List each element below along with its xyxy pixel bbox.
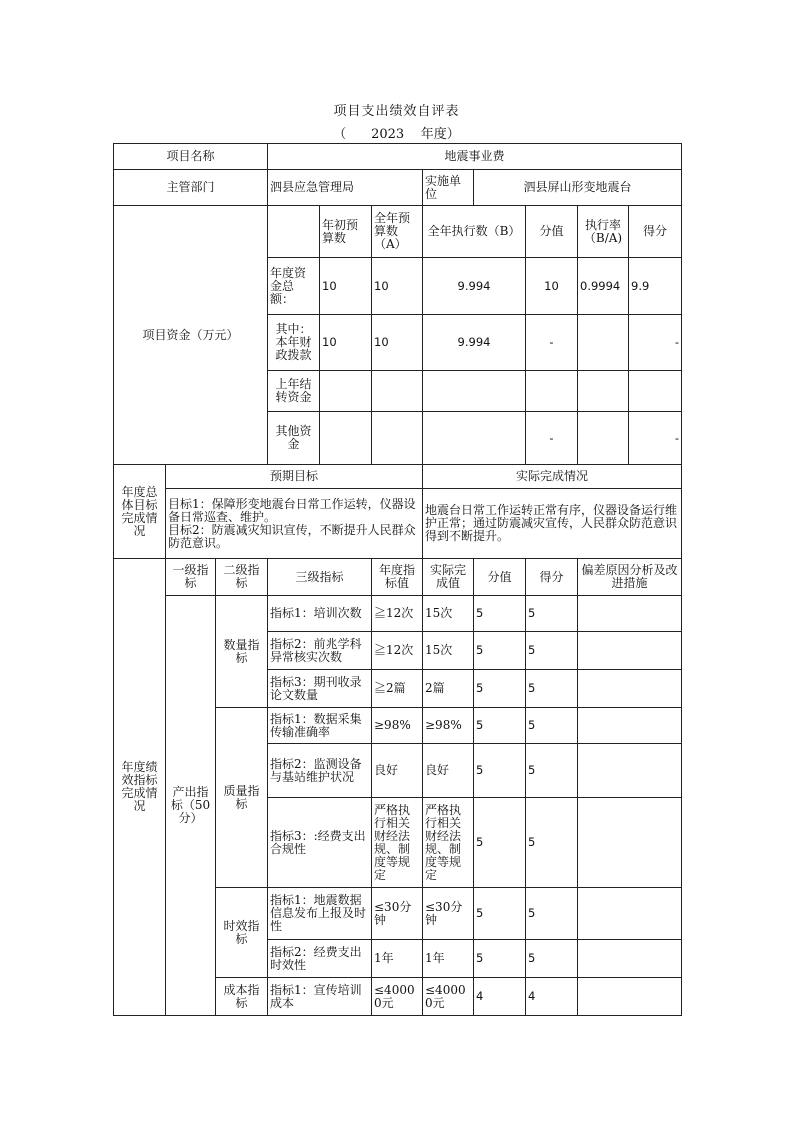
impl-label: 实施单位: [423, 170, 474, 206]
funds-row-rate: [578, 412, 629, 465]
project-row: [114, 144, 682, 170]
indicator-note: [578, 798, 682, 888]
funds-row-initial: [320, 371, 372, 412]
indicators-header-row: [114, 559, 682, 596]
indicators-header-target: 年度指标值: [372, 559, 423, 596]
indicator-name: 指标1：培训次数: [268, 596, 372, 632]
year-line: [0, 123, 793, 142]
funds-row-executed: [423, 371, 526, 412]
indicator-actual: ≤30分钟: [423, 888, 474, 940]
goals-expected: [166, 489, 423, 559]
funds-row-initial: 10: [320, 258, 372, 315]
funds-header-executed: 全年执行数（B）: [423, 206, 526, 258]
funds-row-score: -: [629, 412, 682, 465]
indicator-value: 5: [474, 708, 526, 744]
indicator-note: [578, 940, 682, 978]
indicator-actual: 15次: [423, 596, 474, 632]
indicators-level2: 质量指标: [216, 708, 268, 888]
indicators-header-actual: 实际完成值: [423, 559, 474, 596]
indicator-target: ≧12次: [372, 632, 423, 670]
funds-header-blank: [268, 206, 320, 258]
funds-header-score-value: 分值: [526, 206, 578, 258]
indicator-name: 指标1：地震数据信息发布上报及时性: [268, 888, 372, 940]
indicator-actual: ≥98%: [423, 708, 474, 744]
indicator-note: [578, 744, 682, 798]
indicator-row: [114, 596, 682, 632]
indicators-header-level3: 三级指标: [268, 559, 372, 596]
indicator-name: 指标2：经费支出时效性: [268, 940, 372, 978]
indicator-note: [578, 708, 682, 744]
indicator-value: 5: [474, 596, 526, 632]
funds-label: 项目资金（万元）: [114, 206, 268, 465]
year-value: 2023: [371, 127, 405, 142]
indicator-name: 指标1：数据采集传输准确率: [268, 708, 372, 744]
goals-content-row: [114, 489, 682, 559]
indicator-score: 5: [526, 888, 578, 940]
project-value: 地震事业费: [268, 144, 682, 170]
indicator-actual: ≤40000元: [423, 978, 474, 1016]
indicator-actual: 1年: [423, 940, 474, 978]
funds-header-annual: 全年预算数（A）: [372, 206, 423, 258]
year-close: 年度）: [420, 127, 460, 142]
dept-label: 主管部门: [114, 170, 268, 206]
indicators-level2: 数量指标: [216, 596, 268, 708]
funds-row-score-value: -: [526, 412, 578, 465]
indicator-target: 良好: [372, 744, 423, 798]
indicator-target: ≧2篇: [372, 670, 423, 708]
indicator-score: 5: [526, 798, 578, 888]
indicator-value: 5: [474, 670, 526, 708]
funds-header-score: 得分: [629, 206, 682, 258]
indicator-value: 4: [474, 978, 526, 1016]
funds-row-rate: [578, 315, 629, 371]
project-label: 项目名称: [114, 144, 268, 170]
indicator-score: 5: [526, 670, 578, 708]
indicators-header-value: 分值: [474, 559, 526, 596]
indicator-note: [578, 596, 682, 632]
indicator-actual: 15次: [423, 632, 474, 670]
funds-row-annual: 10: [372, 258, 423, 315]
indicator-target: ≥98%: [372, 708, 423, 744]
funds-row-executed: 9.994: [423, 315, 526, 371]
funds-header-rate: 执行率（B/A): [578, 206, 629, 258]
funds-row-initial: [320, 412, 372, 465]
goals-label: 年度总体目标完成情况: [114, 465, 166, 559]
indicator-name: 指标2：前兆学科异常核实次数: [268, 632, 372, 670]
self-evaluation-table: [113, 143, 682, 1016]
indicators-header-score: 得分: [526, 559, 578, 596]
indicator-target: ≤40000元: [372, 978, 423, 1016]
funds-row-name: 其中：本年财政拨款: [268, 315, 320, 371]
year-open: （: [333, 127, 347, 142]
dept-value: 泗县应急管理局: [268, 170, 423, 206]
indicator-value: 5: [474, 888, 526, 940]
indicator-note: [578, 632, 682, 670]
funds-row-executed: 9.994: [423, 258, 526, 315]
indicator-score: 5: [526, 708, 578, 744]
dept-row: [114, 170, 682, 206]
indicator-name: 指标2：监测设备与基站维护状况: [268, 744, 372, 798]
indicator-value: 5: [474, 632, 526, 670]
funds-row-score-value: [526, 371, 578, 412]
indicator-note: [578, 978, 682, 1016]
goals-actual-header: 实际完成情况: [423, 465, 682, 489]
funds-row-name: 其他资金: [268, 412, 320, 465]
indicators-label: 年度绩效指标完成情况: [114, 559, 166, 1016]
indicators-header-level2: 二级指标: [216, 559, 268, 596]
funds-row-rate: 0.9994: [578, 258, 629, 315]
goals-header-row: [114, 465, 682, 489]
indicator-target: 严格执行相关财经法规、制度等规定: [372, 798, 423, 888]
funds-row-score-value: -: [526, 315, 578, 371]
goals-expected-header: 预期目标: [166, 465, 423, 489]
indicators-level2: 成本指标: [216, 978, 268, 1016]
funds-header-row: [114, 206, 682, 258]
indicator-name: 指标1：宣传培训成本: [268, 978, 372, 1016]
indicator-target: 1年: [372, 940, 423, 978]
indicator-note: [578, 670, 682, 708]
goals-actual: 地震台日常工作运转正常有序，仪器设备运行维护正常；通过防震减灾宣传，人民群众防范意识得到不断提升。: [423, 489, 682, 559]
indicator-target: ≧12次: [372, 596, 423, 632]
goals-expected-line: 目标2：防震减灾知识宣传，不断提升人民群众防范意识。: [168, 522, 416, 550]
funds-row-score-value: 10: [526, 258, 578, 315]
indicator-note: [578, 888, 682, 940]
indicator-actual: 严格执行相关财经法规、制度等规定: [423, 798, 474, 888]
indicator-target: ≤30分钟: [372, 888, 423, 940]
indicator-name: 指标3：:经费支出合规性: [268, 798, 372, 888]
funds-row-annual: 10: [372, 315, 423, 371]
indicator-value: 5: [474, 744, 526, 798]
indicators-level2: 时效指标: [216, 888, 268, 978]
funds-row-score: -: [629, 315, 682, 371]
indicators-level1: 产出指标（50分）: [166, 596, 216, 1016]
funds-row-initial: 10: [320, 315, 372, 371]
funds-row-annual: [372, 371, 423, 412]
indicator-actual: 良好: [423, 744, 474, 798]
indicator-value: 5: [474, 940, 526, 978]
funds-row-name: 上年结转资金: [268, 371, 320, 412]
funds-row-rate: [578, 371, 629, 412]
indicator-name: 指标3：期刊收录论文数量: [268, 670, 372, 708]
funds-row-annual: [372, 412, 423, 465]
indicator-value: 5: [474, 798, 526, 888]
impl-value: 泗县屏山形变地震台: [474, 170, 682, 206]
funds-row-name: 年度资金总额：: [268, 258, 320, 315]
funds-header-initial: 年初预算数: [320, 206, 372, 258]
indicator-score: 5: [526, 632, 578, 670]
goals-expected-line: 目标1：保障形变地震台日常工作运转，仪器设备日常巡查、维护。: [168, 496, 416, 524]
indicator-score: 4: [526, 978, 578, 1016]
indicators-header-note: 偏差原因分析及改进措施: [578, 559, 682, 596]
funds-row-executed: [423, 412, 526, 465]
funds-row-score: 9.9: [629, 258, 682, 315]
funds-row-score: [629, 371, 682, 412]
indicator-score: 5: [526, 940, 578, 978]
indicator-score: 5: [526, 596, 578, 632]
page-title: 项目支出绩效自评表: [333, 104, 460, 119]
indicators-header-level1: 一级指标: [166, 559, 216, 596]
indicator-score: 5: [526, 744, 578, 798]
indicator-actual: 2篇: [423, 670, 474, 708]
